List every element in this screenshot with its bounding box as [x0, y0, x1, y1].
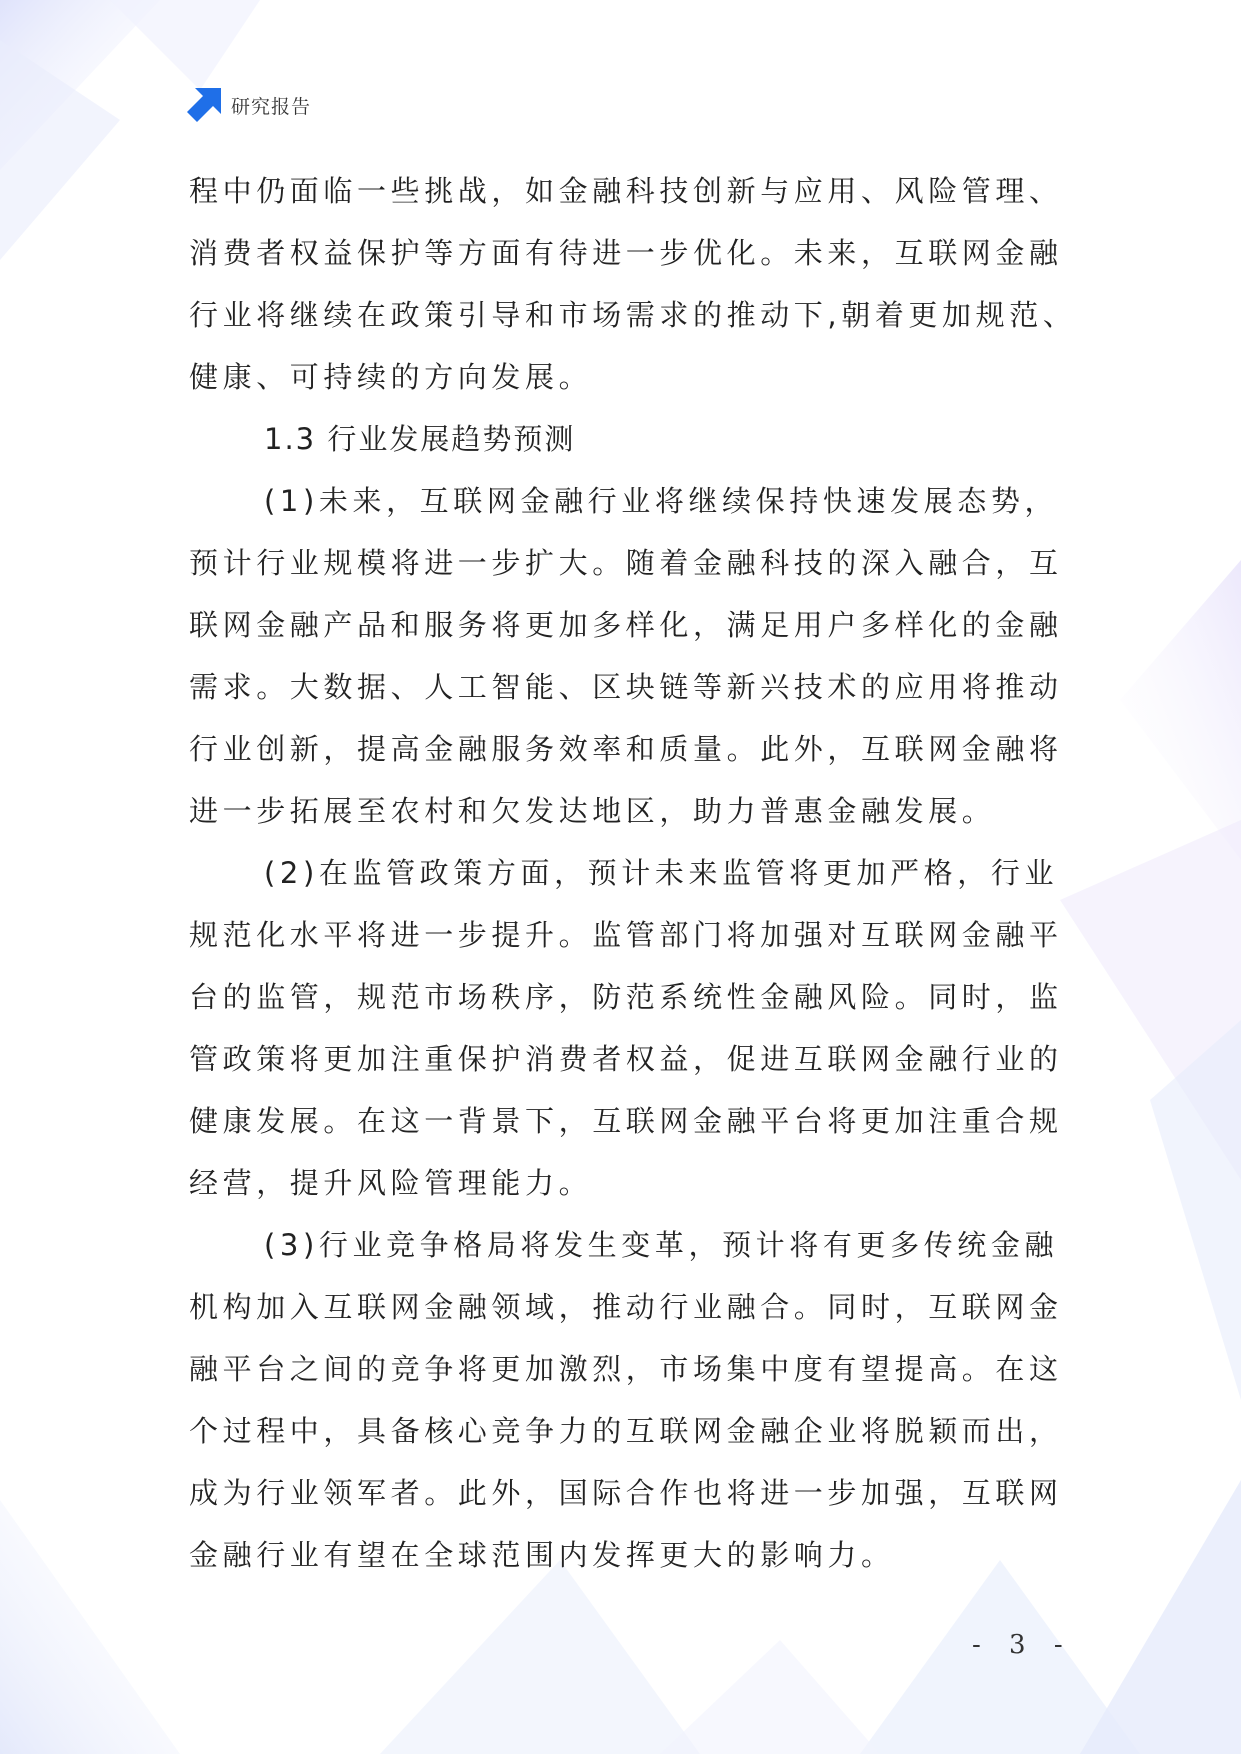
paragraph-line: 健康、可持续的方向发展。	[189, 360, 593, 394]
paragraph-line: 规范化水平将进一步提升。监管部门将加强对互联网金融平	[189, 918, 1063, 952]
document-body	[189, 160, 1089, 1586]
paragraph-line: 行业将继续在政策引导和市场需求的推动下,朝着更加规范、	[189, 298, 1077, 332]
paragraph-line: 成为行业领军者。此外，国际合作也将进一步加强，互联网	[189, 1476, 1063, 1510]
paragraph-line: 个过程中，具备核心竞争力的互联网金融企业将脱颖而出，	[189, 1414, 1063, 1448]
paragraph-line: 金融行业有望在全球范围内发挥更大的影响力。	[189, 1538, 895, 1572]
paragraph-line: 程中仍面临一些挑战，如金融科技创新与应用、风险管理、	[189, 174, 1063, 208]
paragraph-line: 健康发展。在这一背景下，互联网金融平台将更加注重合规	[189, 1104, 1063, 1138]
page-number: - 3 -	[972, 1630, 1073, 1660]
paragraph-line: 进一步拓展至农村和欠发达地区，助力普惠金融发展。	[189, 794, 996, 828]
paragraph-line: 融平台之间的竞争将更加激烈，市场集中度有望提高。在这	[189, 1352, 1063, 1386]
paragraph-line: 消费者权益保护等方面有待进一步优化。未来，互联网金融	[189, 236, 1063, 270]
arrow-up-right-icon	[187, 88, 221, 122]
paragraph-line: 预计行业规模将进一步扩大。随着金融科技的深入融合，互	[189, 546, 1063, 580]
paragraph-line: 需求。大数据、人工智能、区块链等新兴技术的应用将推动	[189, 670, 1063, 704]
paragraph-line: 联网金融产品和服务将更加多样化，满足用户多样化的金融	[189, 608, 1063, 642]
header-title: 研究报告	[231, 95, 312, 118]
paragraph-line: (1)未来，互联网金融行业将继续保持快速发展态势，	[264, 484, 1059, 518]
paragraph-line: 经营，提升风险管理能力。	[189, 1166, 593, 1200]
paragraph-line: 机构加入互联网金融领域，推动行业融合。同时，互联网金	[189, 1290, 1063, 1324]
paragraph-line: (3)行业竞争格局将发生变革，预计将有更多传统金融	[264, 1228, 1059, 1262]
paragraph-line: 行业创新，提高金融服务效率和质量。此外，互联网金融将	[189, 732, 1063, 766]
report-header	[187, 88, 311, 122]
paragraph-line: 管政策将更加注重保护消费者权益，促进互联网金融行业的	[189, 1042, 1063, 1076]
section-heading: 1.3 行业发展趋势预测	[264, 422, 576, 456]
paragraph-line: (2)在监管政策方面，预计未来监管将更加严格，行业	[264, 856, 1059, 890]
paragraph-line: 台的监管，规范市场秩序，防范系统性金融风险。同时，监	[189, 980, 1063, 1014]
